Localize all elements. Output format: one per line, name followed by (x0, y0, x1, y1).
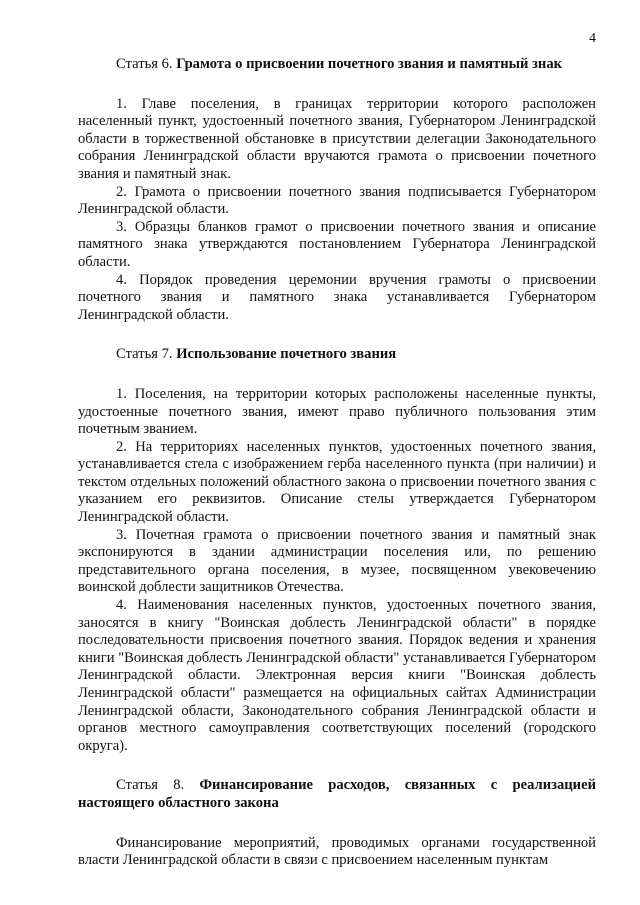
article-6-title: Грамота о присвоении почетного звания и памятный знак (176, 56, 563, 72)
article-7-heading (78, 346, 596, 364)
article-6-paragraph: 2. Грамота о присвоении почетного звания подписывается Губернатором Ленинградской области. (78, 183, 596, 218)
article-6-label: Статья 6. (116, 56, 173, 72)
article-8-paragraph: Финансирование мероприятий, проводимых органами государственной власти Ленинградской области в связи с присвоением населенным пунктам (78, 834, 596, 869)
article-7-paragraph: 1. Поселения, на территории которых расположены населенные пункты, удостоенные почетного звания, имеют право публичного пользования этим почетным званием. (78, 385, 596, 438)
article-7-label: Статья 7. (116, 346, 173, 363)
article-7-title: Использование почетного звания (176, 346, 397, 363)
article-7-paragraph: 4. Наименования населенных пунктов, удостоенных почетного звания, заносятся в книгу "Воинская доблесть Ленинградской области" в порядке последовательности присвоения почетного звания. Порядок ведения и хранения книги "Воинская доблесть Ленинградской области" устанавливается Губернатором Ленинградской области. Электронная версия книги "Воинская доблесть Ленинградской области" размещается на официальных сайтах Администрации Ленинградской области, Законодательного собрания Ленинградской области и органов местного самоуправления соответствующих поселений (городского округа). (78, 597, 596, 754)
article-6-paragraph: 4. Порядок проведения церемонии вручения грамоты о присвоении почетного звания и памятного знака устанавливается Губернатором Ленинградской области. (78, 271, 596, 323)
article-7-paragraph: 3. Почетная грамота о присвоении почетного звания и памятный знак экспонируются в здании администрации поселения или, по решению представительного органа поселения, в музее, посвященном увековечению воинской доблести защитников Отечества. (78, 526, 596, 596)
article-8-heading (78, 777, 596, 812)
article-6-heading (78, 56, 596, 74)
document-body (78, 56, 596, 870)
article-6-paragraph: 1. Главе поселения, в границах территории которого расположен населенный пункт, удостоенный почетного звания, Губернатором Ленинградской области в торжественной обстановке в присутствии делегации Законодательного собрания Ленинградской области вручаются грамота о присвоении почетного звания и памятный знак. (78, 95, 596, 182)
article-8-title: Финансирование расходов, связанных с реализацией настоящего областного закона (78, 777, 596, 811)
page-number: 4 (589, 31, 596, 46)
article-8-label: Статья 8. (116, 777, 185, 794)
article-7-paragraph: 2. На территориях населенных пунктов, удостоенных почетного звания, устанавливается стела с изображением герба населенного пункта (при наличии) и текстом отдельных положений областного закона о присвоении почетного звания с указанием его реквизитов. Описание стелы утверждается Губернатором Ленинградской области. (78, 438, 596, 526)
article-6-paragraph: 3. Образцы бланков грамот о присвоении почетного звания и описание памятного знака утверждаются постановлением Губернатора Ленинградской области. (78, 218, 596, 270)
